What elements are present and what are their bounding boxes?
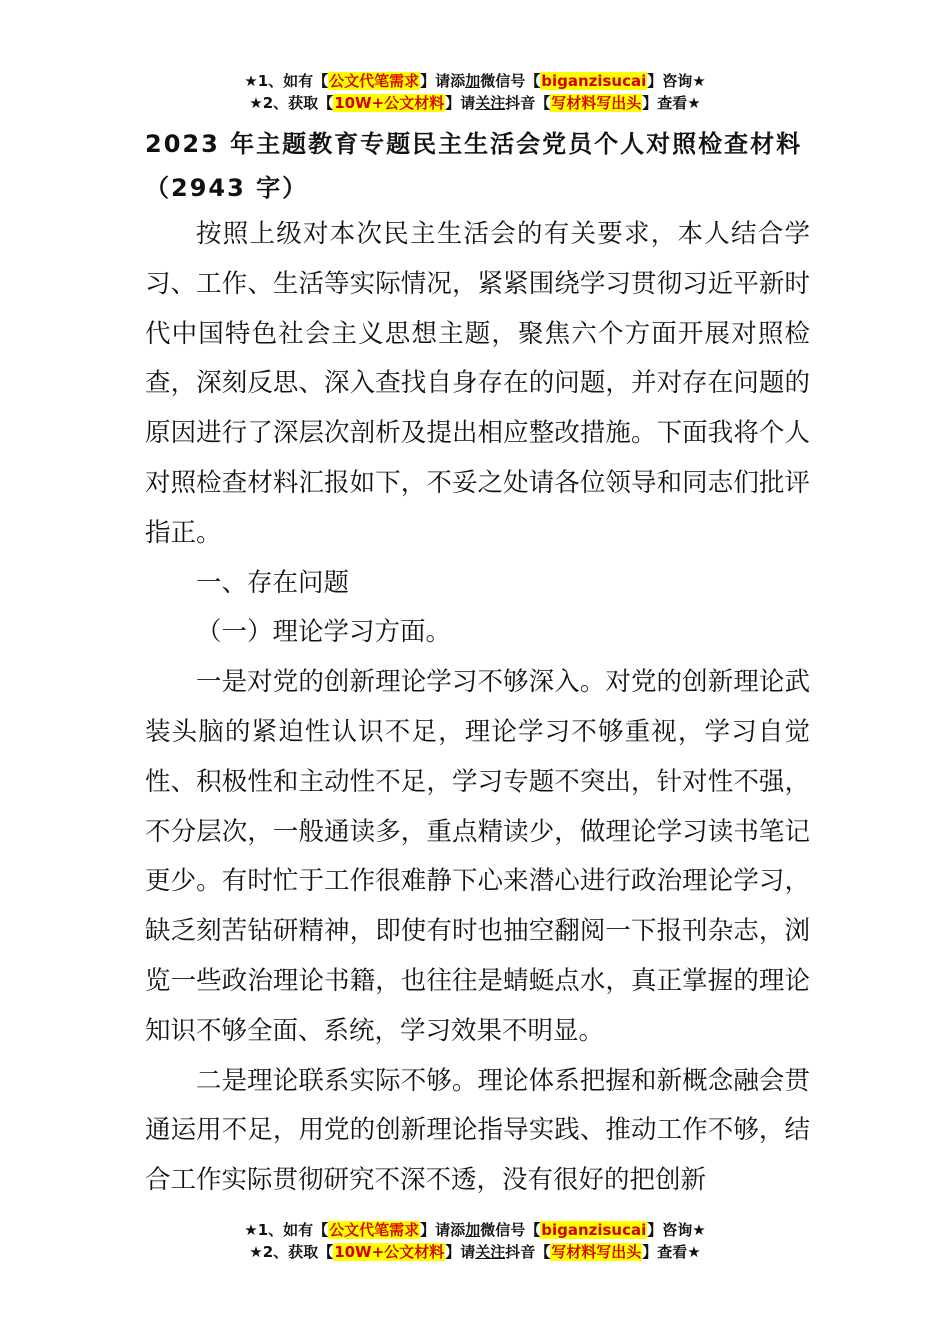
section-heading: 一、存在问题 xyxy=(196,567,350,598)
banner-text: 微信号【 xyxy=(480,1221,541,1239)
title-line-1: 2023 年主题教育专题民主生活会党员个人对照检查材料 xyxy=(145,130,803,158)
banner-line-2 xyxy=(0,92,950,114)
highlight-text: 10W+公文材料 xyxy=(334,94,445,112)
banner-text: 抖音【 xyxy=(505,94,551,112)
banner-text: 】请 xyxy=(445,1243,476,1261)
banner-text: 】咨询★ xyxy=(647,1221,706,1239)
subsection-heading: （一）理论学习方面。 xyxy=(196,617,452,648)
banner-text: 】咨询★ xyxy=(647,72,706,90)
banner-line-1 xyxy=(0,70,950,92)
highlight-text: biganzisucai xyxy=(541,72,647,90)
highlight-text: 写材料写出头 xyxy=(551,1243,642,1261)
banner-text: ★1、如有【 xyxy=(244,1221,329,1239)
underlined-text: 关注 xyxy=(475,94,506,112)
title-line-2: （2943 字） xyxy=(145,174,309,202)
banner-text: 微信号【 xyxy=(480,72,541,90)
highlight-text: 写材料写出头 xyxy=(551,94,642,112)
header-banner xyxy=(0,70,950,114)
banner-text: ★1、如有【 xyxy=(244,72,329,90)
banner-text: ★2、获取【 xyxy=(249,1243,334,1261)
paragraph-point-1: 一是对党的创新理论学习不够深入。对党的创新理论武装头脑的紧迫性认识不足，理论学习不够重视，学习自觉性、积极性和主动性不足，学习专题不突出，针对性不强，不分层次，一般通读多，重点精读少，做理论学习读书笔记更少。有时忙于工作很难静下心来潜心进行政治理论学习，缺乏刻苦钻研精神，即使有时也抽空翻阅一下报刊杂志，浏览一些政治理论书籍，也往往是蜻蜓点水，真正掌握的理论知识不够全面、系统，学习效果不明显。 xyxy=(145,667,810,1046)
footer-banner xyxy=(0,1219,950,1263)
document-body xyxy=(145,122,810,1206)
banner-text: 】请 xyxy=(445,94,476,112)
underlined-text: 加 xyxy=(465,72,481,90)
banner-text: 抖音【 xyxy=(505,1243,551,1261)
highlight-text: 公文代笔需求 xyxy=(329,72,420,90)
banner-text: 】请添 xyxy=(420,72,466,90)
document-title xyxy=(145,122,810,210)
paragraph-intro: 按照上级对本次民主生活会的有关要求，本人结合学习、工作、生活等实际情况，紧紧围绕学习贯彻习近平新时代中国特色社会主义思想主题，聚焦六个方面开展对照检查，深刻反思、深入查找自身存在的问题，并对存在问题的原因进行了深层次剖析及提出相应整改措施。下面我将个人对照检查材料汇报如下，不妥之处请各位领导和同志们批评指正。 xyxy=(145,219,810,548)
banner-text: 】查看★ xyxy=(642,1243,701,1261)
highlight-text: 公文代笔需求 xyxy=(329,1221,420,1239)
highlight-text: biganzisucai xyxy=(541,1221,647,1239)
underlined-text: 关注 xyxy=(475,1243,506,1261)
highlight-text: 10W+公文材料 xyxy=(334,1243,445,1261)
banner-line-2 xyxy=(0,1241,950,1263)
paragraph-point-2: 二是理论联系实际不够。理论体系把握和新概念融会贯通运用不足，用党的创新理论指导实践、推动工作不够，结合工作实际贯彻研究不深不透，没有很好的把创新 xyxy=(145,1065,810,1196)
banner-text: ★2、获取【 xyxy=(249,94,334,112)
banner-line-1 xyxy=(0,1219,950,1241)
banner-text: 】查看★ xyxy=(642,94,701,112)
banner-text: 】请添 xyxy=(420,1221,466,1239)
underlined-text: 加 xyxy=(465,1221,481,1239)
